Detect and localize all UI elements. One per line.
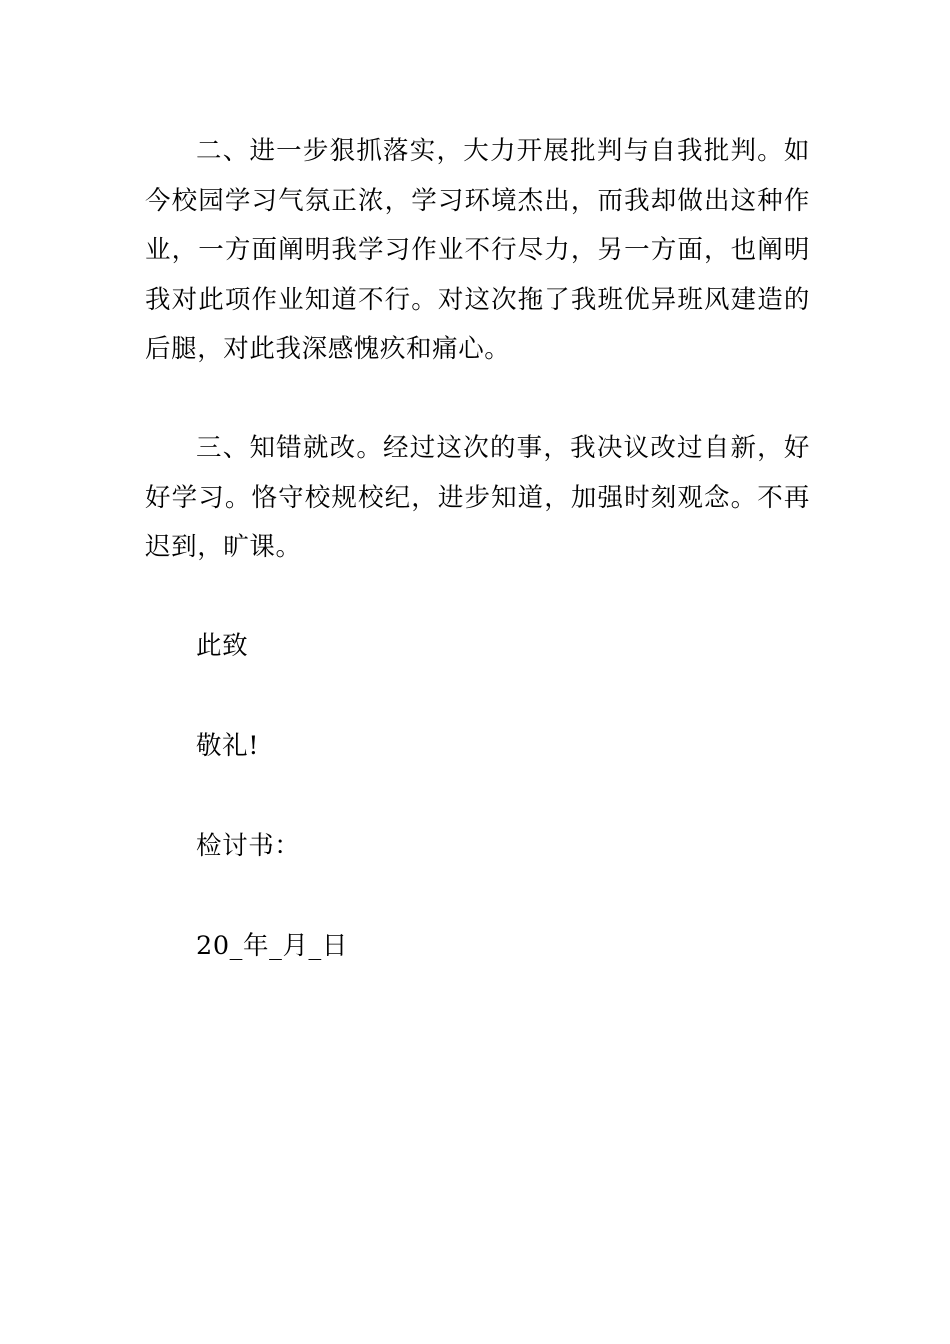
date-line: 20_年_月_日 (196, 931, 348, 961)
closing-salutation-2: 敬礼! (196, 731, 260, 761)
paragraph-two: 二、进一步狠抓落实，大力开展批判与自我批判。如今校园学习气氛正浓，学习环境杰出，而我却做出这种作业，一方面阐明我学习作业不行尽力，另一方面，也阐明我对此项作业知道不行。对这次拖了我班优异班风建造的后腿，对此我深感愧疚和痛心。 (145, 136, 810, 364)
paragraph-three: 三、知错就改。经过这次的事，我决议改过自新，好好学习。恪守校规校纪，进步知道，加强时刻观念。不再迟到，旷课。 (145, 433, 810, 562)
closing-salutation-1: 此致 (196, 631, 249, 661)
signature-label: 检讨书： (196, 831, 301, 861)
